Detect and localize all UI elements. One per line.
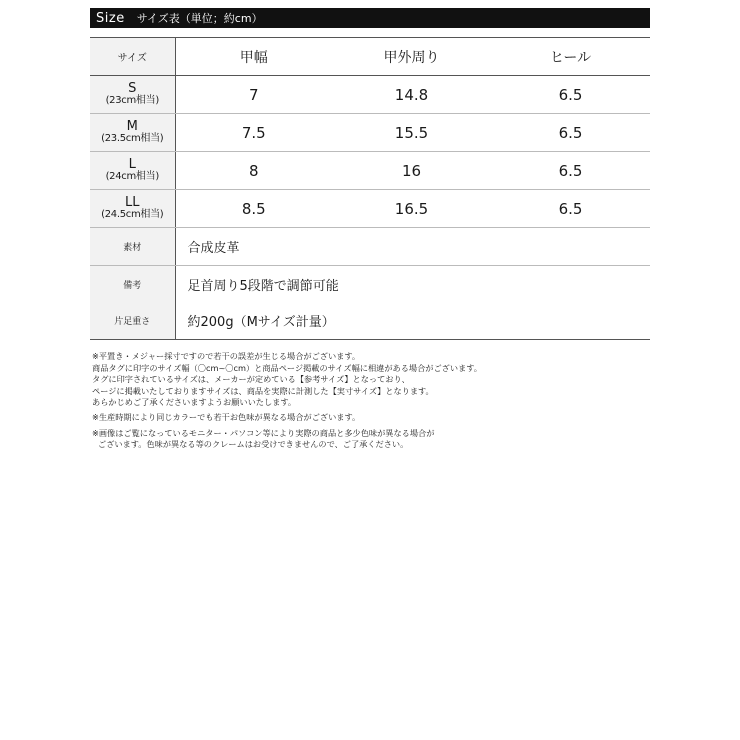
material-label: 素材 bbox=[90, 228, 175, 266]
instep-width-value: 8 bbox=[175, 152, 332, 190]
size-label-cell bbox=[90, 190, 175, 228]
instep-girth-value: 15.5 bbox=[332, 114, 491, 152]
column-header-size: サイズ bbox=[90, 38, 175, 76]
size-label-cell bbox=[90, 152, 175, 190]
table-row bbox=[90, 152, 650, 190]
remarks-value: 足首周り5段階で調節可能 bbox=[187, 278, 339, 294]
table-row bbox=[90, 114, 650, 152]
column-header-heel: ヒール bbox=[491, 38, 650, 76]
size-label-cell bbox=[90, 76, 175, 114]
table-row bbox=[90, 190, 650, 228]
note-line: タグに印字されているサイズは、メーカーが定めている【参考サイズ】となっており、 bbox=[92, 374, 410, 385]
note-line: ※生産時期により同じカラーでも若干お色味が異なる場合がございます。 bbox=[92, 411, 361, 422]
column-header-instep-girth: 甲外周り bbox=[332, 38, 491, 76]
instep-girth-value: 16.5 bbox=[332, 190, 491, 228]
material-value: 合成皮革 bbox=[175, 228, 650, 266]
table-header-row bbox=[90, 38, 650, 76]
size-chart-subtitle: サイズ表（単位；約cm） bbox=[136, 12, 263, 25]
size-heading: Size bbox=[96, 10, 125, 26]
size-name: LL bbox=[125, 195, 140, 211]
heel-value: 6.5 bbox=[491, 190, 650, 228]
weight-row bbox=[90, 303, 650, 340]
notes-section bbox=[92, 351, 652, 451]
heel-value: 6.5 bbox=[491, 76, 650, 114]
instep-width-value: 7 bbox=[175, 76, 332, 114]
size-name: S bbox=[128, 81, 137, 97]
size-equivalent: (24cm相当) bbox=[105, 171, 159, 183]
heel-value: 6.5 bbox=[491, 114, 650, 152]
size-equivalent: (23.5cm相当) bbox=[101, 133, 164, 145]
size-label-cell bbox=[90, 114, 175, 152]
note-line: あらかじめご了承くださいますようお願いいたします。 bbox=[92, 397, 297, 408]
size-equivalent: (24.5cm相当) bbox=[101, 209, 164, 221]
weight-label: 片足重さ bbox=[90, 303, 175, 340]
size-chart-header bbox=[90, 8, 650, 28]
instep-girth-value: 16 bbox=[332, 152, 491, 190]
note-line: ございます。色味が異なる等のクレームはお受けできませんので、ご了承ください。 bbox=[98, 439, 409, 450]
size-name: M bbox=[126, 119, 138, 135]
table-row bbox=[90, 76, 650, 114]
instep-girth-value: 14.8 bbox=[332, 76, 491, 114]
instep-width-value: 7.5 bbox=[175, 114, 332, 152]
remarks-label: 備考 bbox=[90, 266, 175, 303]
size-equivalent: (23cm相当) bbox=[105, 95, 159, 107]
size-name: L bbox=[128, 157, 136, 173]
note-line: ※画像はご覧になっているモニター・パソコン等により実際の商品と多少色味が異なる場合が bbox=[92, 427, 435, 438]
note-line: 商品タグに印字のサイズ幅（〇cm~〇cm）と商品ページ掲載のサイズ幅に相違がある場合がございます。 bbox=[92, 362, 482, 373]
note-line: ページに掲載いたしておりますサイズは、商品を実際に計測した【実寸サイズ】となります。 bbox=[92, 385, 434, 396]
note-line: ※平置き・メジャー採寸ですので若干の誤差が生じる場合がございます。 bbox=[92, 351, 361, 361]
instep-width-value: 8.5 bbox=[175, 190, 332, 228]
remarks-row bbox=[90, 266, 650, 303]
material-row bbox=[90, 228, 650, 266]
heel-value: 6.5 bbox=[491, 152, 650, 190]
column-header-instep-width: 甲幅 bbox=[175, 38, 332, 76]
size-table bbox=[90, 37, 650, 340]
weight-value: 約200g（Mサイズ計量） bbox=[175, 303, 650, 340]
